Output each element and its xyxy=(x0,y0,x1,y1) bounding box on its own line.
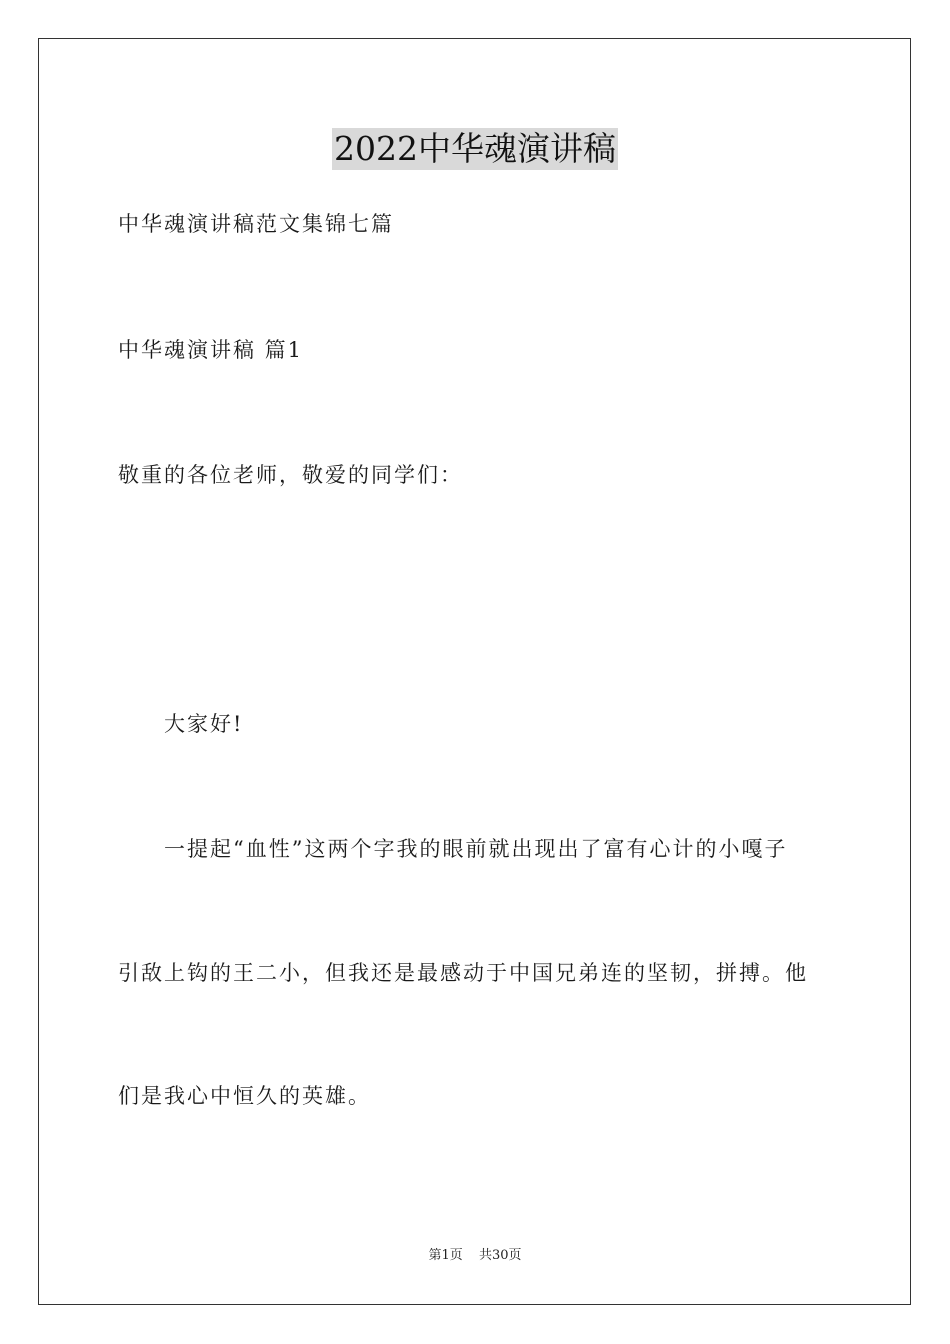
section-heading: 中华魂演讲稿 篇1 xyxy=(118,338,304,362)
paragraph-line-2: 引敌上钩的王二小，但我还是最感动于中国兄弟连的坚韧，拼搏。他 xyxy=(118,961,808,985)
subtitle-line: 中华魂演讲稿范文集锦七篇 xyxy=(118,212,394,236)
greeting-line: 大家好! xyxy=(164,712,244,736)
paragraph-line-1: 一提起“血性”这两个字我的眼前就出现出了富有心计的小嘎子 xyxy=(164,837,788,861)
document-title: 2022中华魂演讲稿 xyxy=(334,129,616,168)
paragraph-line-3: 们是我心中恒久的英雄。 xyxy=(118,1084,371,1108)
page-total: 共30页 xyxy=(478,1248,522,1263)
salutation-line: 敬重的各位老师，敬爱的同学们： xyxy=(118,463,463,487)
title-container xyxy=(0,128,950,170)
page-number: 第1页 xyxy=(428,1248,463,1263)
page-footer xyxy=(0,1247,950,1265)
